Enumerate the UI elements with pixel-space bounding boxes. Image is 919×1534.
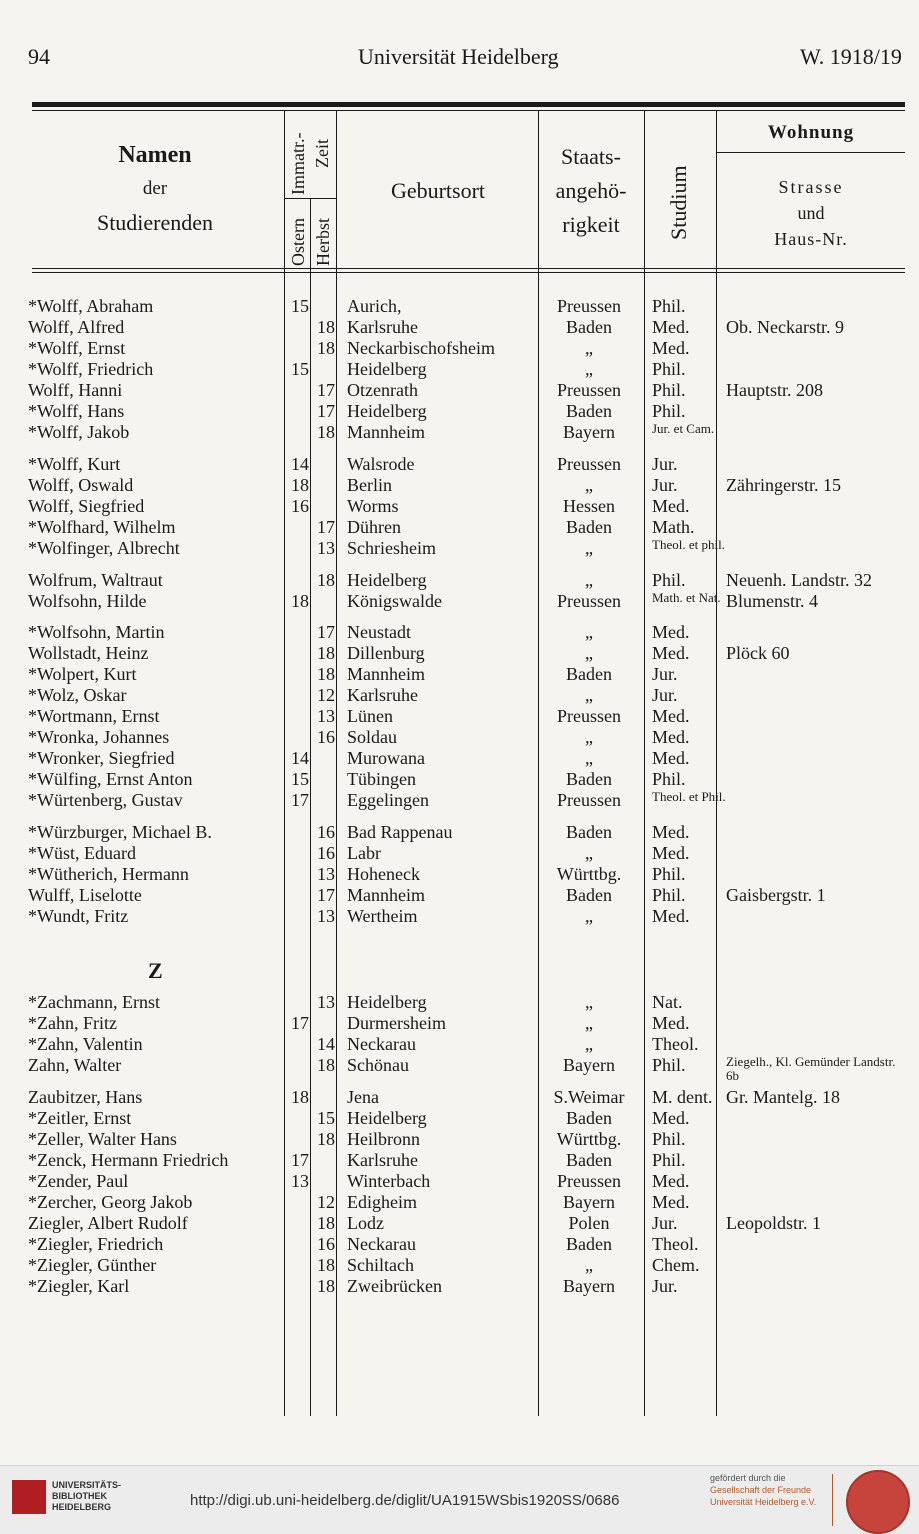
birthplace: Neckarau: [347, 1234, 416, 1254]
autumn-semester: 17: [317, 885, 335, 905]
birthplace: Hoheneck: [347, 864, 420, 884]
table-row: [0, 643, 919, 664]
autumn-semester: 18: [317, 317, 335, 337]
header-bottom-rule: [32, 268, 905, 269]
wohnung-heading: Wohnung: [767, 122, 855, 143]
birthplace: Schönau: [347, 1055, 409, 1075]
student-name: *Wolpert, Kurt: [28, 664, 137, 684]
study-field: Med.: [652, 727, 690, 747]
birthplace: Durmersheim: [347, 1013, 446, 1033]
birthplace: Mannheim: [347, 422, 425, 442]
autumn-semester: 13: [317, 864, 335, 884]
easter-semester: 14: [291, 748, 309, 768]
study-field: Med.: [652, 748, 690, 768]
easter-semester: 17: [291, 790, 309, 810]
table-row: [0, 843, 919, 864]
section-letter-z: Z: [148, 958, 163, 983]
header-bottom-rule-2: [32, 272, 905, 273]
citizenship: Baden: [566, 317, 612, 337]
table-row: [0, 1150, 919, 1171]
birthplace: Heidelberg: [347, 1108, 427, 1128]
citizenship: „: [585, 643, 593, 663]
table-row: [0, 885, 919, 906]
table-row: [0, 517, 919, 538]
citizenship: „: [585, 622, 593, 642]
table-row: [0, 1108, 919, 1129]
student-name: *Zenck, Hermann Friedrich: [28, 1150, 229, 1170]
study-field: Jur.: [652, 475, 678, 495]
citizenship: „: [585, 475, 593, 495]
table-row: [0, 1087, 919, 1108]
university-seal-icon: [846, 1470, 910, 1534]
birthplace: Heidelberg: [347, 401, 427, 421]
immatr-divider: [284, 198, 336, 199]
table-row: [0, 1034, 919, 1055]
birthplace: Schriesheim: [347, 538, 436, 558]
table-row: [0, 664, 919, 685]
study-field: Phil.: [652, 380, 686, 400]
table-row: [0, 1013, 919, 1034]
table-row: [0, 359, 919, 380]
library-name: UNIVERSITÄTS- BIBLIOTHEK HEIDELBERG: [52, 1480, 122, 1512]
citizenship: Württbg.: [556, 864, 622, 884]
student-name: Zaubitzer, Hans: [28, 1087, 143, 1107]
study-field: Jur.: [652, 664, 678, 684]
autumn-semester: 17: [317, 517, 335, 537]
study-field: Jur.: [652, 1276, 678, 1296]
table-row: [0, 454, 919, 475]
easter-semester: 13: [291, 1171, 309, 1191]
study-field: Med.: [652, 338, 690, 358]
student-name: *Wüst, Eduard: [28, 843, 136, 863]
birthplace: Lodz: [347, 1213, 384, 1233]
street-heading-3: Haus-Nr.: [774, 229, 848, 249]
student-name: *Wolff, Hans: [28, 401, 125, 421]
autumn-semester: 18: [317, 422, 335, 442]
page-number: 94: [28, 44, 50, 69]
birthplace: Neckarbischofsheim: [347, 338, 495, 358]
easter-semester: 15: [291, 769, 309, 789]
student-name: *Zahn, Valentin: [28, 1034, 143, 1054]
student-name: *Wortmann, Ernst: [28, 706, 160, 726]
table-row: [0, 1171, 919, 1192]
autumn-semester: 18: [317, 643, 335, 663]
study-field: Theol.: [652, 1034, 699, 1054]
address: Neuenh. Landstr. 32: [726, 570, 872, 590]
address: Plöck 60: [726, 643, 790, 663]
birthplace: Dühren: [347, 517, 401, 537]
easter-semester: 14: [291, 454, 309, 474]
birthplace: Winterbach: [347, 1171, 431, 1191]
student-name: *Wronka, Johannes: [28, 727, 170, 747]
citizenship: Preussen: [557, 1171, 621, 1191]
study-field: Med.: [652, 622, 690, 642]
student-name: *Wolff, Ernst: [28, 338, 126, 358]
study-field: Jur.: [652, 1213, 678, 1233]
student-name: *Ziegler, Günther: [28, 1255, 157, 1275]
study-field: Math. et Nat.: [652, 590, 721, 605]
study-field: Phil.: [652, 401, 686, 421]
wohnung-divider: [716, 152, 905, 153]
footer-divider: [832, 1474, 833, 1526]
autumn-semester: 18: [317, 338, 335, 358]
citizenship: „: [585, 570, 593, 590]
citizenship: „: [585, 359, 593, 379]
study-field: Jur. et Cam.: [652, 421, 715, 436]
study-field: Med.: [652, 1013, 690, 1033]
student-name: *Wundt, Fritz: [28, 906, 129, 926]
student-name: Wolff, Alfred: [28, 317, 125, 337]
student-name: *Ziegler, Karl: [28, 1276, 130, 1296]
table-row: [0, 622, 919, 643]
student-name: *Wolz, Oskar: [28, 685, 127, 705]
autumn-semester: 17: [317, 380, 335, 400]
table-row: [0, 296, 919, 317]
study-field: Med.: [652, 317, 690, 337]
page-title: Universität Heidelberg: [358, 44, 559, 69]
citizenship: S.Weimar: [553, 1087, 625, 1107]
address: Ob. Neckarstr. 9: [726, 317, 844, 337]
birthplace: Heilbronn: [347, 1129, 420, 1149]
names-heading-2: der: [142, 178, 168, 199]
study-field: Phil.: [652, 885, 686, 905]
study-field: Phil.: [652, 359, 686, 379]
autumn-semester: 13: [317, 538, 335, 558]
birthplace: Dillenburg: [347, 643, 425, 663]
citizenship: „: [585, 843, 593, 863]
citizenship: Bayern: [563, 1276, 615, 1296]
birthplace: Neustadt: [347, 622, 411, 642]
student-name: *Wolfsohn, Martin: [28, 622, 165, 642]
citizenship: „: [585, 1034, 593, 1054]
student-name: Ziegler, Albert Rudolf: [28, 1213, 188, 1233]
birthplace: Worms: [347, 496, 399, 516]
student-name: Wolfsohn, Hilde: [28, 591, 147, 611]
student-name: *Wolff, Friedrich: [28, 359, 154, 379]
student-name: Wolff, Hanni: [28, 380, 123, 400]
birthplace: Bad Rappenau: [347, 822, 453, 842]
citizenship: Preussen: [557, 706, 621, 726]
table-row: [0, 1276, 919, 1297]
study-field: Med.: [652, 496, 690, 516]
table-row: [0, 538, 919, 559]
easter-semester: 15: [291, 296, 309, 316]
table-row: [0, 685, 919, 706]
student-name: Zahn, Walter: [28, 1055, 122, 1075]
table-row: [0, 591, 919, 612]
study-field: Phil.: [652, 864, 686, 884]
birthplace: Karlsruhe: [347, 685, 418, 705]
table-row: [0, 1054, 919, 1083]
student-name: Wollstadt, Heinz: [28, 643, 149, 663]
birthplace: Mannheim: [347, 664, 425, 684]
student-name: *Zercher, Georg Jakob: [28, 1192, 193, 1212]
autumn-semester: 16: [317, 843, 335, 863]
birthplace: Murowana: [347, 748, 425, 768]
birthplace: Heidelberg: [347, 570, 427, 590]
citizenship: Bayern: [563, 1192, 615, 1212]
student-name: *Ziegler, Friedrich: [28, 1234, 164, 1254]
study-field: Chem.: [652, 1255, 700, 1275]
table-row: [0, 906, 919, 927]
autumn-semester: 18: [317, 1213, 335, 1233]
table-row: [0, 338, 919, 359]
citizenship: „: [585, 992, 593, 1012]
study-field: Theol.: [652, 1234, 699, 1254]
easter-semester: 17: [291, 1013, 309, 1033]
birthplace: Lünen: [347, 706, 393, 726]
study-field: Med.: [652, 906, 690, 926]
citizenship: Baden: [566, 885, 612, 905]
citizenship: „: [585, 538, 593, 558]
study-field: Med.: [652, 843, 690, 863]
autumn-semester: 16: [317, 1234, 335, 1254]
citizenship-heading-2: angehö-: [555, 178, 627, 203]
citizenship: „: [585, 1013, 593, 1033]
autumn-semester: 17: [317, 622, 335, 642]
table-row: [0, 317, 919, 338]
address: Zähringerstr. 15: [726, 475, 841, 495]
citizenship: Preussen: [557, 296, 621, 316]
study-field: Phil.: [652, 1150, 686, 1170]
study-field: Phil.: [652, 296, 686, 316]
names-heading: Namen: [118, 142, 192, 168]
citizenship: „: [585, 1255, 593, 1275]
student-name: *Wolff, Kurt: [28, 454, 121, 474]
autumn-semester: 17: [317, 401, 335, 421]
table-row: [0, 769, 919, 790]
table-row: [0, 401, 919, 422]
citizenship: Bayern: [563, 1055, 615, 1075]
table-row: [0, 1234, 919, 1255]
table-row: [0, 1255, 919, 1276]
autumn-semester: 12: [317, 685, 335, 705]
citizenship-heading-3: rigkeit: [562, 212, 620, 237]
ostern-heading: Ostern: [288, 218, 308, 266]
birthplace: Otzenrath: [347, 380, 418, 400]
citizenship: Württbg.: [556, 1129, 622, 1149]
citizenship: Baden: [566, 822, 612, 842]
student-name: Wolfrum, Waltraut: [28, 570, 163, 590]
birthplace: Walsrode: [347, 454, 415, 474]
birthplace: Berlin: [347, 475, 392, 495]
birthplace: Königswalde: [347, 591, 442, 611]
study-field: Jur.: [652, 685, 678, 705]
student-name: *Wolfinger, Albrecht: [28, 538, 180, 558]
citizenship: Preussen: [557, 591, 621, 611]
citizenship: Baden: [566, 664, 612, 684]
birthplace: Wertheim: [347, 906, 418, 926]
student-name: *Wronker, Siegfried: [28, 748, 175, 768]
study-field: Med.: [652, 1108, 690, 1128]
birthplace: Schiltach: [347, 1255, 414, 1275]
easter-semester: 18: [291, 591, 309, 611]
study-field: M. dent.: [652, 1087, 713, 1107]
citizenship: „: [585, 748, 593, 768]
birthplace: Mannheim: [347, 885, 425, 905]
student-name: *Wolff, Abraham: [28, 296, 154, 316]
autumn-semester: 13: [317, 992, 335, 1012]
citizenship: Polen: [568, 1213, 610, 1233]
table-row: [0, 1192, 919, 1213]
birthplace: Heidelberg: [347, 992, 427, 1012]
address: Hauptstr. 208: [726, 380, 823, 400]
street-heading-1: Strasse: [778, 177, 844, 197]
birthplace: Karlsruhe: [347, 317, 418, 337]
citizenship: Preussen: [557, 454, 621, 474]
citizenship: „: [585, 906, 593, 926]
student-name: *Zender, Paul: [28, 1171, 129, 1191]
citizenship: „: [585, 685, 593, 705]
table-row: [0, 748, 919, 769]
table-row: [0, 1213, 919, 1234]
study-field: Phil.: [652, 570, 686, 590]
birthplace-heading: Geburtsort: [390, 178, 486, 203]
student-name: *Wütherich, Hermann: [28, 864, 189, 884]
citizenship: Baden: [566, 1234, 612, 1254]
student-name: *Zahn, Fritz: [28, 1013, 117, 1033]
student-name: *Würzburger, Michael B.: [28, 822, 212, 842]
table-row: [0, 727, 919, 748]
source-url[interactable]: http://digi.ub.uni-heidelberg.de/diglit/UA1915WSbis1920SS/0686: [190, 1492, 620, 1509]
immatr-heading: Immatr.-: [288, 132, 308, 195]
birthplace: Karlsruhe: [347, 1150, 418, 1170]
birthplace: Tübingen: [347, 769, 416, 789]
citizenship: Baden: [566, 769, 612, 789]
study-field: Theol. et phil.: [652, 537, 725, 552]
study-field: Math.: [652, 517, 695, 537]
study-field: Med.: [652, 822, 690, 842]
table-row: [0, 992, 919, 1013]
table-row: [0, 475, 919, 496]
citizenship: Baden: [566, 1150, 612, 1170]
student-name: Wulff, Liselotte: [28, 885, 142, 905]
table-row: [0, 570, 919, 591]
study-field: Med.: [652, 1192, 690, 1212]
study-field: Med.: [652, 643, 690, 663]
student-name: *Zeller, Walter Hans: [28, 1129, 177, 1149]
citizenship: Bayern: [563, 422, 615, 442]
birthplace: Eggelingen: [347, 790, 429, 810]
student-name: *Wülfing, Ernst Anton: [28, 769, 193, 789]
autumn-semester: 18: [317, 664, 335, 684]
citizenship: Baden: [566, 401, 612, 421]
table-row: [0, 864, 919, 885]
birthplace: Heidelberg: [347, 359, 427, 379]
autumn-semester: 18: [317, 1276, 335, 1296]
easter-semester: 18: [291, 475, 309, 495]
autumn-semester: 16: [317, 822, 335, 842]
birthplace: Aurich,: [347, 296, 402, 316]
autumn-semester: 18: [317, 1055, 335, 1075]
student-name: Wolff, Oswald: [28, 475, 134, 495]
table-row: [0, 422, 919, 443]
studium-heading: Studium: [666, 165, 691, 240]
study-field: Theol. et Phil.: [652, 789, 726, 804]
zeit-heading: Zeit: [312, 139, 332, 168]
birthplace: Labr: [347, 843, 381, 863]
citizenship: „: [585, 338, 593, 358]
table-row: [0, 380, 919, 401]
autumn-semester: 18: [317, 1255, 335, 1275]
autumn-semester: 18: [317, 1129, 335, 1149]
footer-bar: [0, 1465, 919, 1534]
student-name: *Zachmann, Ernst: [28, 992, 160, 1012]
autumn-semester: 13: [317, 706, 335, 726]
student-name: *Wolfhard, Wilhelm: [28, 517, 176, 537]
citizenship: Baden: [566, 1108, 612, 1128]
study-field: Phil.: [652, 1055, 686, 1075]
easter-semester: 18: [291, 1087, 309, 1107]
top-rule: [32, 102, 905, 107]
birthplace: Neckarau: [347, 1034, 416, 1054]
address: Ziegelh., Kl. Gemünder Landstr. 6b: [726, 1054, 896, 1083]
address: Leopoldstr. 1: [726, 1213, 821, 1233]
address: Gaisbergstr. 1: [726, 885, 826, 905]
autumn-semester: 12: [317, 1192, 335, 1212]
study-field: Jur.: [652, 454, 678, 474]
table-row: [0, 1129, 919, 1150]
study-field: Phil.: [652, 1129, 686, 1149]
table-row: [0, 822, 919, 843]
student-name: Wolff, Siegfried: [28, 496, 145, 516]
citizenship: Baden: [566, 517, 612, 537]
birthplace: Soldau: [347, 727, 398, 747]
table-row: [0, 706, 919, 727]
easter-semester: 16: [291, 496, 309, 516]
easter-semester: 17: [291, 1150, 309, 1170]
citizenship: Preussen: [557, 790, 621, 810]
autumn-semester: 13: [317, 906, 335, 926]
address: Gr. Mantelg. 18: [726, 1087, 840, 1107]
autumn-semester: 16: [317, 727, 335, 747]
study-field: Phil.: [652, 769, 686, 789]
citizenship: Hessen: [563, 496, 615, 516]
student-name: *Würtenberg, Gustav: [28, 790, 183, 810]
street-heading-2: und: [797, 203, 825, 223]
citizenship: Preussen: [557, 380, 621, 400]
birthplace: Jena: [347, 1087, 379, 1107]
study-field: Med.: [652, 1171, 690, 1191]
student-name: *Wolff, Jakob: [28, 422, 130, 442]
table-row: [0, 496, 919, 517]
address: Blumenstr. 4: [726, 591, 819, 611]
birthplace: Edigheim: [347, 1192, 417, 1212]
library-logo-icon: [12, 1480, 46, 1514]
semester-label: W. 1918/19: [800, 44, 902, 69]
autumn-semester: 14: [317, 1034, 335, 1054]
table-row: [0, 790, 919, 811]
sponsor-text: gefördert durch die Gesellschaft der Freunde Universität Heidelberg e.V.: [710, 1473, 817, 1507]
herbst-heading: Herbst: [313, 218, 333, 266]
study-field: Med.: [652, 706, 690, 726]
autumn-semester: 18: [317, 570, 335, 590]
student-name: *Zeitler, Ernst: [28, 1108, 132, 1128]
easter-semester: 15: [291, 359, 309, 379]
birthplace: Zweibrücken: [347, 1276, 442, 1296]
citizenship-heading-1: Staats-: [561, 144, 621, 169]
study-field: Nat.: [652, 992, 683, 1012]
top-rule-thin: [32, 110, 905, 111]
autumn-semester: 15: [317, 1108, 335, 1128]
citizenship: „: [585, 727, 593, 747]
names-heading-3: Studierenden: [96, 210, 214, 235]
